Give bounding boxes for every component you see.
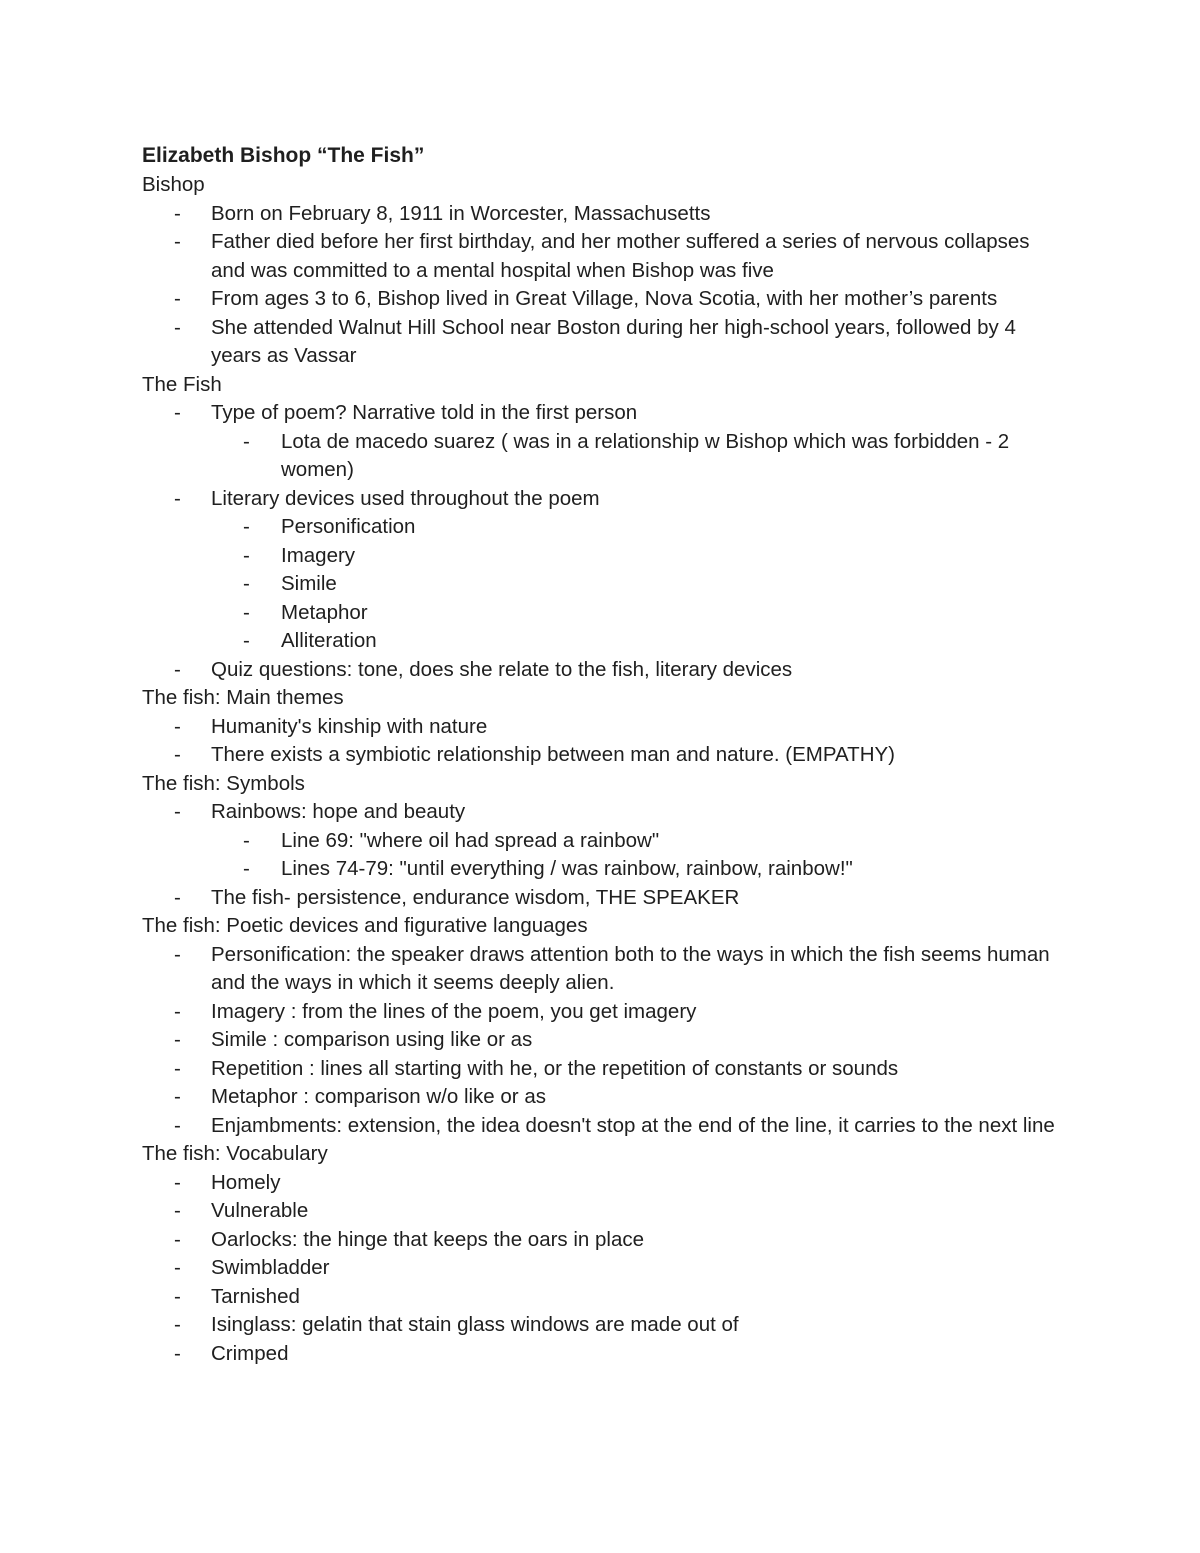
section-heading: The fish: Poetic devices and figurative languages [142, 914, 588, 937]
list-item-text: There exists a symbiotic relationship between man and nature. (EMPATHY) [211, 743, 896, 766]
bullet-dash: - [174, 287, 181, 310]
bullet-list [142, 798, 1062, 912]
list-item [142, 998, 1062, 1027]
list-item [142, 485, 1062, 656]
bullet-dash: - [174, 885, 181, 909]
list-item-text: Rainbows: hope and beauty [211, 800, 466, 823]
list-item [142, 399, 1062, 485]
sub-list-item [211, 855, 1062, 884]
list-item-text: From ages 3 to 6, Bishop lived in Great Village, Nova Scotia, with her mother’s parents [211, 287, 998, 310]
bullet-dash: - [174, 401, 181, 424]
list-item-text: Vulnerable [211, 1199, 309, 1222]
sub-list-item-text: Personification [281, 515, 416, 538]
bullet-list [142, 713, 1062, 770]
list-item [142, 1283, 1062, 1312]
bullet-dash: - [243, 857, 250, 880]
section [142, 371, 1062, 685]
list-item [142, 200, 1062, 229]
sub-list-item-text: Alliteration [281, 629, 377, 652]
list-item [142, 285, 1062, 314]
bullet-dash: - [174, 201, 181, 225]
list-item [142, 656, 1062, 685]
bullet-dash: - [243, 572, 250, 595]
list-item [142, 884, 1062, 913]
bullet-dash: - [243, 629, 250, 652]
sub-list-item-text: Metaphor [281, 600, 368, 624]
sub-list-item [211, 570, 1062, 599]
sub-list-item-text: Lines 74-79: "until everything / was rainbow, rainbow, rainbow!" [281, 857, 853, 880]
section [142, 684, 1062, 770]
sub-list-item [211, 428, 1062, 485]
list-item-text: Swimbladder [211, 1256, 330, 1279]
section-heading: The fish: Main themes [142, 686, 344, 709]
list-item [142, 1083, 1062, 1112]
bullet-list [142, 1169, 1062, 1369]
bullet-dash: - [243, 543, 250, 567]
list-item-text: Isinglass: gelatin that stain glass windows are made out of [211, 1313, 739, 1336]
bullet-list [142, 399, 1062, 684]
section [142, 1140, 1062, 1368]
sub-list-item [211, 513, 1062, 542]
bullet-dash: - [174, 1170, 181, 1194]
list-item [142, 228, 1062, 285]
bullet-dash: - [174, 1313, 181, 1336]
bullet-dash: - [174, 1256, 181, 1279]
list-item-text: Personification: the speaker draws attention both to the ways in which the fish seems human and the ways in which it seems deeply alien. [211, 942, 1050, 994]
sub-list-item-text: Imagery [281, 543, 356, 567]
list-item-text: Quiz questions: tone, does she relate to the fish, literary devices [211, 657, 793, 681]
sub-list-item-text: Simile [281, 572, 337, 595]
bullet-dash: - [174, 1199, 181, 1222]
list-item [142, 1112, 1062, 1141]
list-item-text: Homely [211, 1170, 281, 1194]
list-item-text: Enjambments: extension, the idea doesn't stop at the end of the line, it carries to the next line [211, 1113, 1055, 1137]
list-item-text: The fish- persistence, endurance wisdom, THE SPEAKER [211, 885, 740, 909]
bullet-dash: - [174, 1085, 181, 1108]
sub-list-item [211, 542, 1062, 571]
list-item-text: Father died before her first birthday, and her mother suffered a series of nervous collapses and was committed to a mental hospital when Bishop was five [211, 230, 1030, 282]
sub-list-item [211, 827, 1062, 856]
section [142, 912, 1062, 1140]
list-item-text: Metaphor : comparison w/o like or as [211, 1085, 546, 1108]
bullet-list [142, 941, 1062, 1141]
list-item [142, 941, 1062, 998]
bullet-dash: - [174, 999, 181, 1023]
list-item [142, 1311, 1062, 1340]
list-item-text: Oarlocks: the hinge that keeps the oars in place [211, 1227, 645, 1251]
bullet-dash: - [174, 1056, 181, 1080]
list-item [142, 1026, 1062, 1055]
bullet-dash: - [174, 1227, 181, 1251]
sections-container [142, 171, 1062, 1368]
list-item-text: Type of poem? Narrative told in the first person [211, 401, 638, 424]
bullet-dash: - [174, 230, 181, 253]
list-item [142, 713, 1062, 742]
list-item-text: Literary devices used throughout the poem [211, 486, 600, 510]
bullet-dash: - [174, 486, 181, 510]
bullet-dash: - [243, 600, 250, 624]
bullet-dash: - [174, 1284, 181, 1308]
document-title: Elizabeth Bishop “The Fish” [142, 144, 425, 167]
bullet-dash: - [174, 315, 181, 339]
sub-bullet-list [211, 827, 1062, 884]
list-item [142, 741, 1062, 770]
list-item-text: Crimped [211, 1341, 289, 1365]
list-item-text: Simile : comparison using like or as [211, 1028, 533, 1051]
bullet-dash: - [174, 1113, 181, 1137]
section [142, 770, 1062, 913]
list-item [142, 798, 1062, 884]
list-item-text: Humanity's kinship with nature [211, 714, 488, 738]
bullet-dash: - [174, 743, 181, 766]
list-item [142, 1226, 1062, 1255]
bullet-dash: - [243, 429, 250, 453]
bullet-dash: - [243, 515, 250, 538]
list-item [142, 1169, 1062, 1198]
list-item-text: She attended Walnut Hill School near Boston during her high-school years, followed by 4 years as Vassar [211, 315, 1016, 367]
bullet-dash: - [174, 800, 181, 823]
section-heading: The fish: Vocabulary [142, 1142, 328, 1165]
sub-list-item [211, 599, 1062, 628]
sub-list-item [211, 627, 1062, 656]
sub-list-item-text: Line 69: "where oil had spread a rainbow" [281, 828, 660, 852]
bullet-dash: - [174, 1028, 181, 1051]
bullet-dash: - [174, 714, 181, 738]
bullet-dash: - [174, 942, 181, 966]
document-body [142, 141, 1062, 1368]
list-item [142, 1197, 1062, 1226]
bullet-list [142, 200, 1062, 371]
list-item [142, 1340, 1062, 1369]
list-item-text: Tarnished [211, 1284, 300, 1308]
section-heading: Bishop [142, 173, 205, 196]
list-item [142, 1055, 1062, 1084]
list-item [142, 314, 1062, 371]
list-item-text: Born on February 8, 1911 in Worcester, Massachusetts [211, 201, 711, 225]
section [142, 171, 1062, 371]
list-item-text: Repetition : lines all starting with he, or the repetition of constants or sounds [211, 1056, 899, 1080]
sub-bullet-list [211, 513, 1062, 656]
bullet-dash: - [174, 657, 181, 681]
list-item-text: Imagery : from the lines of the poem, you get imagery [211, 999, 697, 1023]
bullet-dash: - [174, 1341, 181, 1365]
list-item [142, 1254, 1062, 1283]
bullet-dash: - [243, 828, 250, 852]
sub-bullet-list [211, 428, 1062, 485]
section-heading: The Fish [142, 372, 222, 396]
section-heading: The fish: Symbols [142, 771, 305, 795]
sub-list-item-text: Lota de macedo suarez ( was in a relationship w Bishop which was forbidden - 2 women) [281, 429, 1010, 481]
